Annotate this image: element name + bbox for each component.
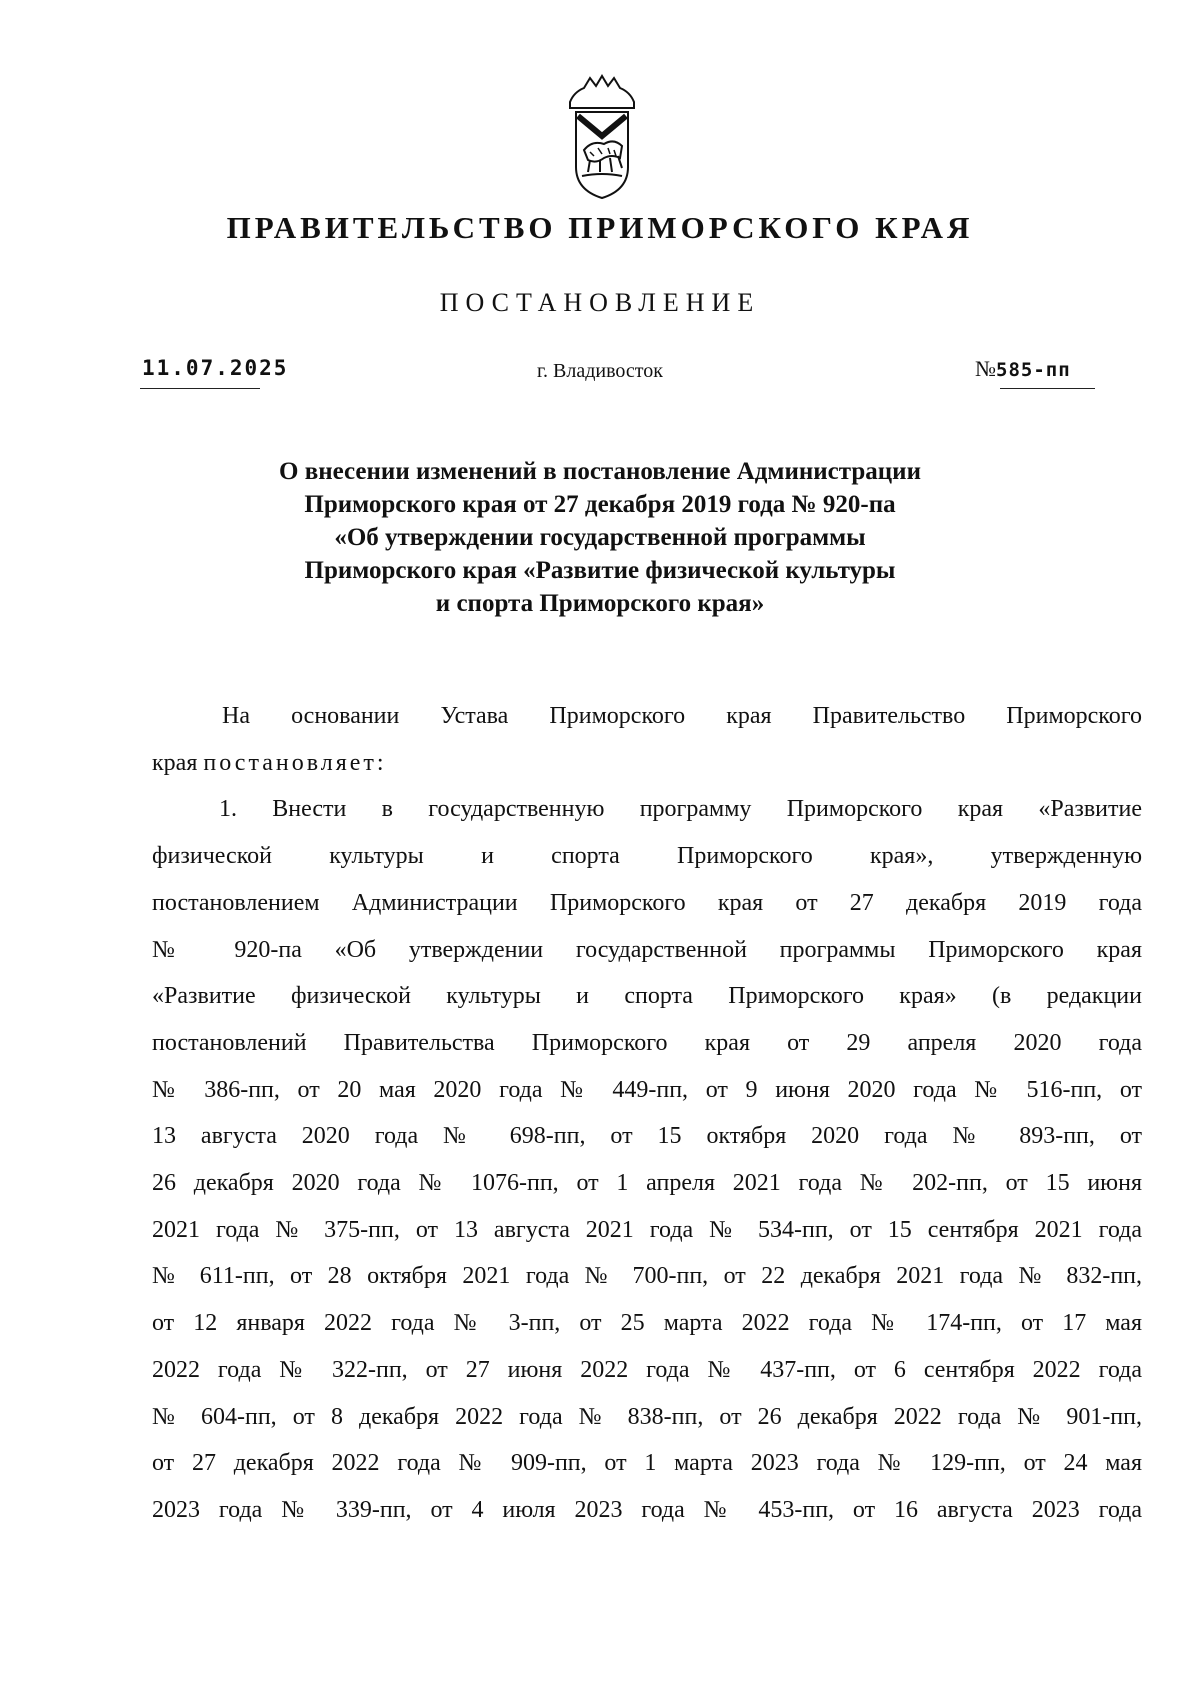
item-line: 2023 года № 339-пп, от 4 июля 2023 года № 453-пп, от 16 августа 2023 года xyxy=(152,1496,1142,1523)
document-city: г. Владивосток xyxy=(537,360,663,382)
subject-line: Приморского края от 27 декабря 2019 года № 920-па xyxy=(304,491,896,518)
preamble-decree-word: постановляет: xyxy=(203,749,387,776)
organization-title: ПРАВИТЕЛЬСТВО ПРИМОРСКОГО КРАЯ xyxy=(226,210,974,245)
item-line: 1. Внести в государственную программу Приморского края «Развитие xyxy=(219,796,1142,823)
preamble-line: На основании Устава Приморского края Правительство Приморского xyxy=(222,703,1142,729)
item-line: физической культуры и спорта Приморского края», утвержденную xyxy=(152,843,1142,870)
document-subject xyxy=(0,455,1200,620)
coat-of-arms-icon xyxy=(560,72,644,202)
item-line: № 604-пп, от 8 декабря 2022 года № 838-пп, от 26 декабря 2022 года № 901-пп, xyxy=(152,1403,1142,1430)
item-line: № 386-пп, от 20 мая 2020 года № 449-пп, от 9 июня 2020 года № 516-пп, от xyxy=(152,1076,1142,1103)
item-line: постановлений Правительства Приморского края от 29 апреля 2020 года xyxy=(152,1029,1142,1056)
preamble-word: края xyxy=(152,749,198,776)
document-body xyxy=(152,693,1142,1534)
item-line: № 611-пп, от 28 октября 2021 года № 700-пп, от 22 декабря 2021 года № 832-пп, xyxy=(152,1263,1142,1290)
item-line: 2021 года № 375-пп, от 13 августа 2021 года № 534-пп, от 15 сентября 2021 года xyxy=(152,1216,1142,1243)
item-line: постановлением Администрации Приморского края от 27 декабря 2019 года xyxy=(152,889,1142,916)
item-line: «Развитие физической культуры и спорта Приморского края» (в редакции xyxy=(152,983,1142,1010)
document-number xyxy=(975,356,1071,382)
document-type: ПОСТАНОВЛЕНИЕ xyxy=(439,288,761,317)
item-line: от 27 декабря 2022 года № 909-пп, от 1 марта 2023 года № 129-пп, от 24 мая xyxy=(152,1450,1142,1477)
number-sign: № xyxy=(975,356,996,381)
number-underline xyxy=(1000,388,1095,389)
item-line: 2022 года № 322-пп, от 27 июня 2022 года № 437-пп, от 6 сентября 2022 года xyxy=(152,1356,1142,1383)
item-line: № 920-па «Об утверждении государственной программы Приморского края xyxy=(152,936,1142,963)
item-line: от 12 января 2022 года № 3-пп, от 25 марта 2022 года № 174-пп, от 17 мая xyxy=(152,1310,1142,1337)
document-date: 11.07.2025 xyxy=(142,356,289,380)
subject-line: Приморского края «Развитие физической культуры xyxy=(304,557,896,584)
date-underline xyxy=(140,388,260,389)
subject-line: «Об утверждении государственной программы xyxy=(334,524,866,551)
subject-line: и спорта Приморского края» xyxy=(435,590,765,617)
number-value: 585-пп xyxy=(996,359,1071,381)
preamble-line xyxy=(152,740,1142,787)
subject-line: О внесении изменений в постановление Администрации xyxy=(279,458,921,485)
item-line: 26 декабря 2020 года № 1076-пп, от 1 апреля 2021 года № 202-пп, от 15 июня xyxy=(152,1170,1142,1197)
item-line: 13 августа 2020 года № 698-пп, от 15 октября 2020 года № 893-пп, от xyxy=(152,1123,1142,1150)
